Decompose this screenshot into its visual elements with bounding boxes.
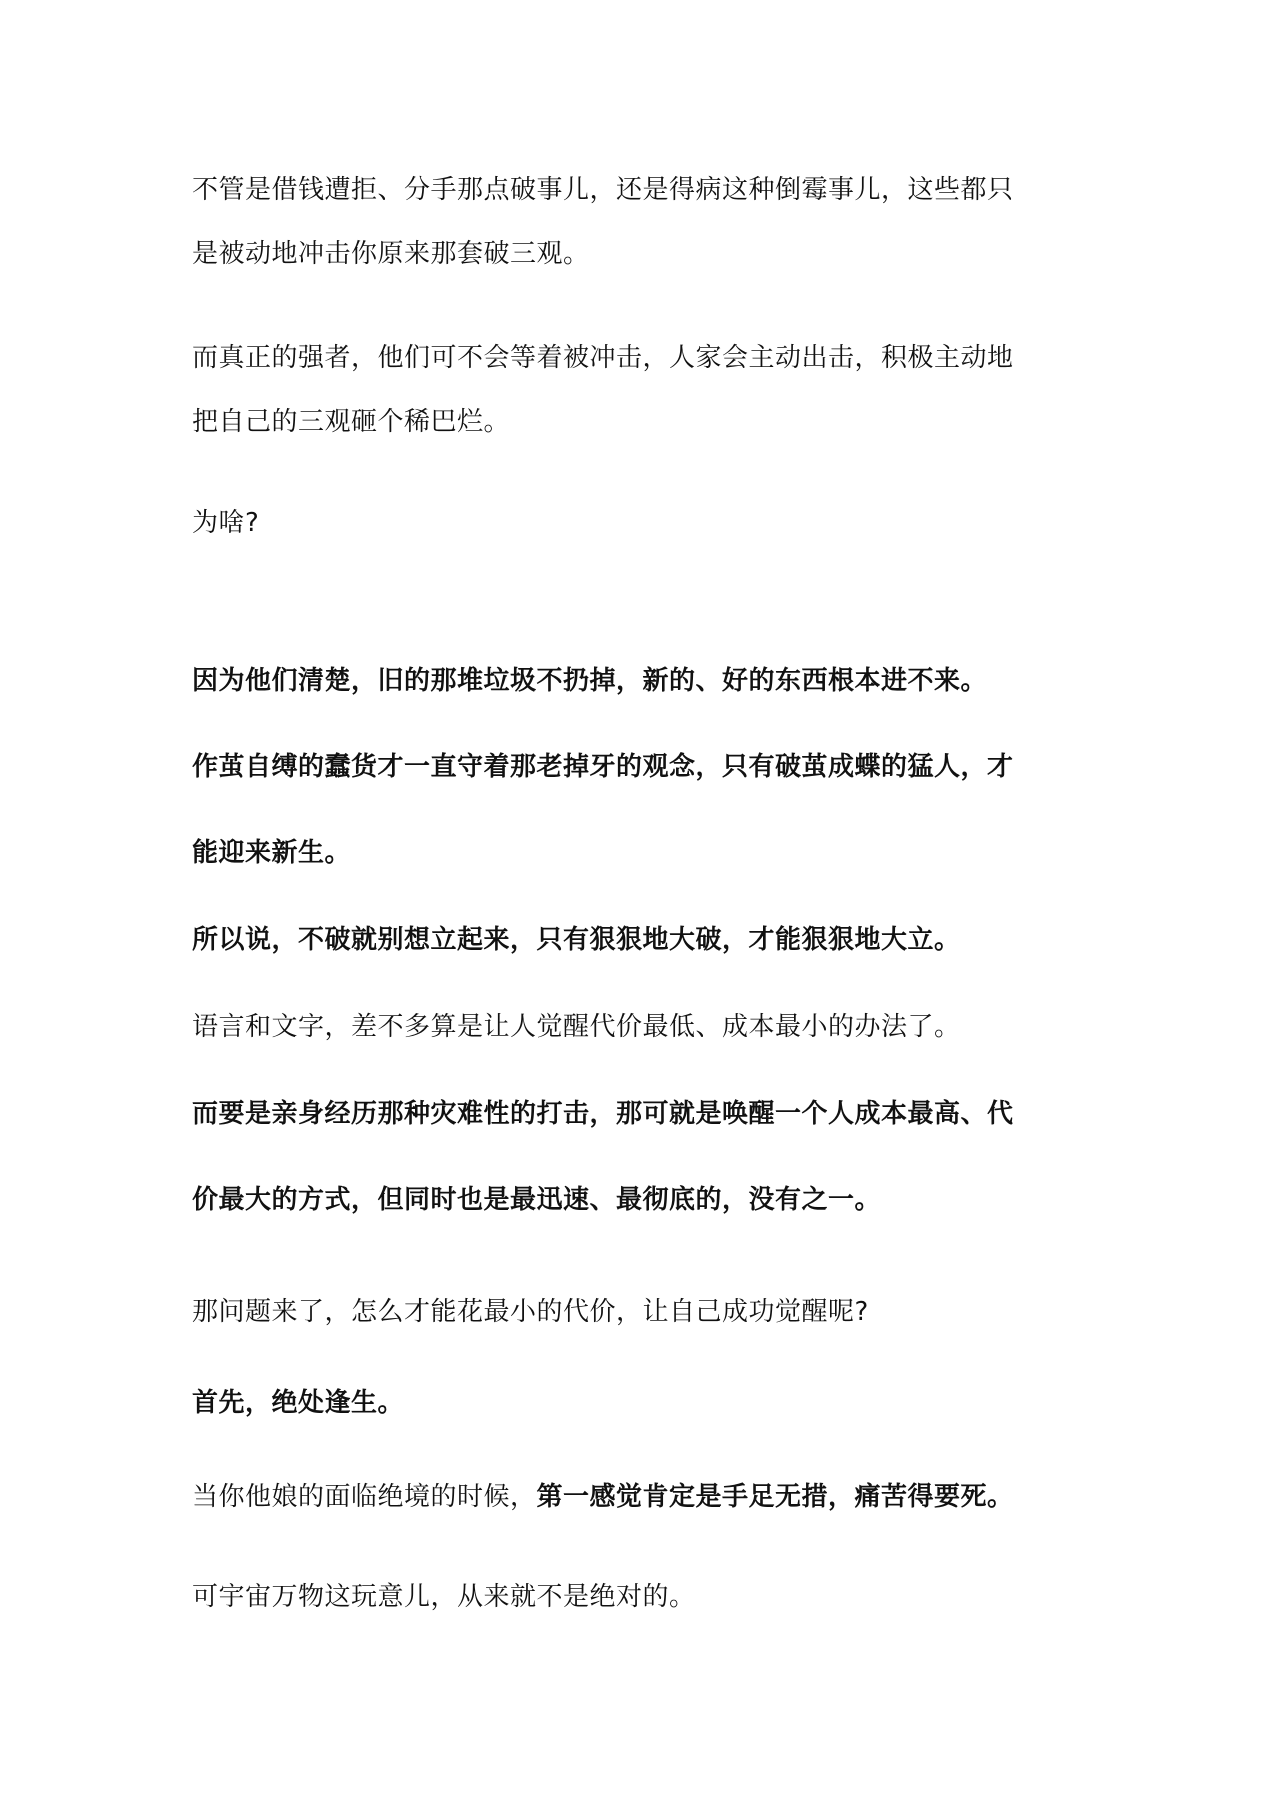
paragraph-4: 因为他们清楚，旧的那堆垃圾不扔掉，新的、好的东西根本进不来。 [192, 666, 988, 696]
paragraph-12: 可宇宙万物这玩意儿，从来就不是绝对的。 [192, 1582, 696, 1612]
paragraph-2-line-2: 把自己的三观砸个稀巴烂。 [192, 407, 511, 437]
paragraph-10: 首先，绝处逢生。 [192, 1388, 405, 1418]
paragraph-3: 为啥? [192, 508, 260, 538]
paragraph-1-line-1: 不管是借钱遭拒、分手那点破事儿，还是得病这种倒霉事儿，这些都只 [192, 175, 1014, 205]
paragraph-1-line-2: 是被动地冲击你原来那套破三观。 [192, 239, 590, 269]
paragraph-11-bold-text: 第一感觉肯定是手足无措，痛苦得要死。 [536, 1482, 1014, 1512]
paragraph-2-line-1: 而真正的强者，他们可不会等着被冲击，人家会主动出击，积极主动地 [192, 343, 1014, 373]
paragraph-5-line-1: 作茧自缚的蠢货才一直守着那老掉牙的观念，只有破茧成蝶的猛人，才 [192, 752, 1014, 782]
paragraph-11-normal-text: 当你他娘的面临绝境的时候， [192, 1482, 537, 1512]
paragraph-9: 那问题来了，怎么才能花最小的代价，让自己成功觉醒呢? [192, 1297, 869, 1327]
paragraph-6: 所以说，不破就别想立起来，只有狠狠地大破，才能狠狠地大立。 [192, 925, 961, 955]
paragraph-8-line-2: 价最大的方式，但同时也是最迅速、最彻底的，没有之一。 [192, 1185, 882, 1215]
paragraph-5-line-2: 能迎来新生。 [192, 838, 352, 868]
paragraph-8-line-1: 而要是亲身经历那种灾难性的打击，那可就是唤醒一个人成本最高、代 [192, 1099, 1014, 1129]
paragraph-7: 语言和文字，差不多算是让人觉醒代价最低、成本最小的办法了。 [192, 1012, 961, 1042]
paragraph-11 [192, 1479, 1092, 1515]
